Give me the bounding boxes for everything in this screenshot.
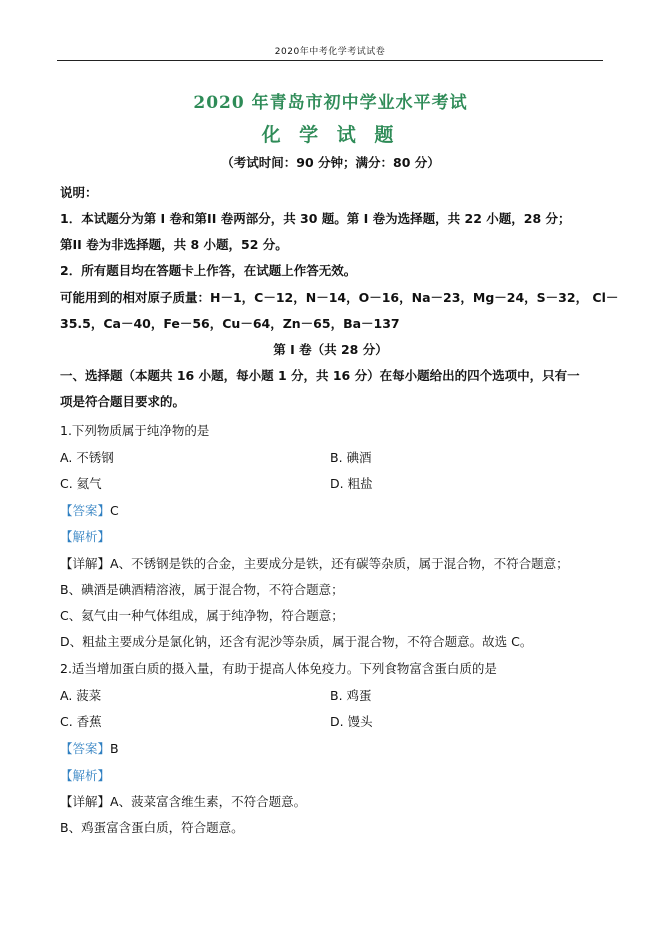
answer-line [60,739,119,757]
question-stem: 1.下列物质属于纯净物的是 [60,423,210,438]
option-c: C. 香蕉 [60,714,102,729]
option-d: D. 粗盐 [330,476,373,491]
option-a: A. 不锈钢 [60,450,114,465]
answer-tag: 【答案】 [60,741,111,756]
part-instructions: 一、选择题（本题共 16 小题，每小题 1 分，共 16 分）在每小题给出的四个选项中，只有一 [60,368,580,383]
instruction-item-1: 1．本试题分为第 I 卷和第II 卷两部分，共 30 题。第 I 卷为选择题，共 22 小题，28 分； [60,211,571,226]
detail-line: D、粗盐主要成分是氯化钠，还含有泥沙等杂质，属于混合物，不符合题意。故选 C。 [60,634,533,649]
option-b: B. 鸡蛋 [330,688,372,703]
option-c: C. 氦气 [60,476,102,491]
answer-tag: 【答案】 [60,503,111,518]
question-stem: 2.适当增加蛋白质的摄入量，有助于提高人体免疫力。下列食物富含蛋白质的是 [60,661,497,676]
detail-line [60,554,569,572]
detail-text: A、菠菜富含维生素，不符合题意。 [110,794,307,809]
detail-line: C、氦气由一种气体组成，属于纯净物，符合题意； [60,608,344,623]
part-instructions-cont: 项是符合题目要求的。 [60,394,186,409]
running-header: 2020年中考化学考试试卷 [274,47,386,57]
detail-tag: 【详解】 [60,556,111,571]
answer-line [60,501,119,519]
header-rule [57,60,603,61]
subject-title: 化 学 试 题 [261,124,400,146]
detail-line: B、鸡蛋富含蛋白质，符合题意。 [60,820,244,835]
instructions-heading: 说明： [60,185,98,200]
exam-info: （考试时间：90 分钟；满分：80 分） [221,155,440,170]
analysis-tag: 【解析】 [60,529,111,544]
atomic-masses: 可能用到的相对原子质量：H－1，C－12，N－14，O－16，Na－23，Mg－24，S－32， Cl－ [60,290,619,305]
exam-title: 2020 年青岛市初中学业水平考试 [193,93,468,113]
option-a: A. 菠菜 [60,688,102,703]
detail-tag: 【详解】 [60,794,111,809]
atomic-masses-cont: 35.5，Ca－40，Fe－56，Cu－64，Zn－65，Ba－137 [60,316,400,331]
answer-value: C [110,503,119,518]
instruction-item-2: 2．所有题目均在答题卡上作答，在试题上作答无效。 [60,263,357,278]
analysis-tag: 【解析】 [60,768,111,783]
detail-line [60,792,306,810]
instruction-item-1-cont: 第II 卷为非选择题，共 8 小题，52 分。 [60,237,288,252]
detail-line: B、碘酒是碘酒精溶液，属于混合物，不符合题意； [60,582,344,597]
answer-value: B [110,741,119,756]
option-b: B. 碘酒 [330,450,372,465]
detail-text: A、不锈钢是铁的合金，主要成分是铁，还有碳等杂质，属于混合物，不符合题意； [110,556,569,571]
option-d: D. 馒头 [330,714,373,729]
section-title: 第 I 卷（共 28 分） [273,342,388,357]
